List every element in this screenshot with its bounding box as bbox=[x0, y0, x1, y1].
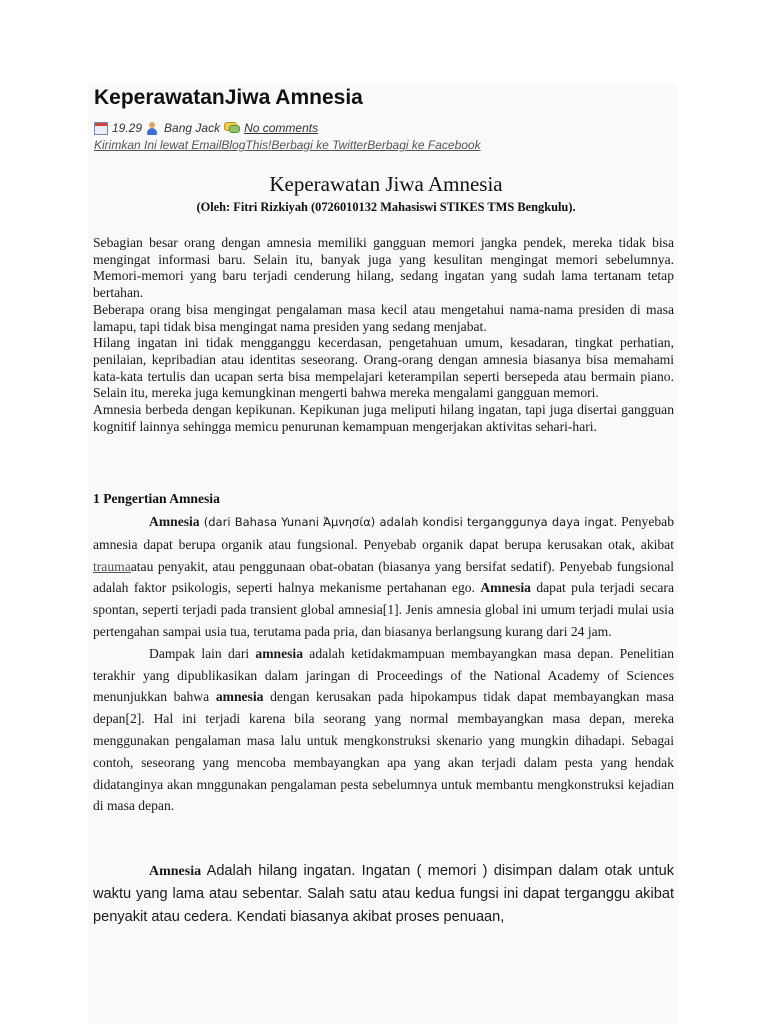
body-paragraph bbox=[93, 511, 674, 643]
text-run: dengan kerusakan pada hipokampus tidak dapat membayangkan masa depan[2]. Hal ini terjadi karena bila seorang yang normal membayangkan masa depan, mereka menggunakan pengalaman masa lalu untuk mengkonstruksi skenario yang mungkin dihadapi. Sebagai contoh, seseorang yang mencoba membayangkan apa yang akan terjadi dalam pesta yang hendak didatanginya akan mnggunakan pengalaman pesta sebelumnya untuk membantu mengkonstruksi kejadian di masa depan. bbox=[93, 689, 674, 814]
text-run: Adalah hilang ingatan. Ingatan ( memori ) disimpan dalam otak untuk waktu yang lama atau sebentar. Salah satu atau kedua fungsi ini dapat terganggu akibat penyakit atau cedera. Kendati biasanya akibat proses penuaan, bbox=[93, 863, 674, 925]
text-run: adalah ketidakmampuan membayangkan masa depan. Penelitian terakhir yang dipublikasikan dalam jaringan di Proceedings of the National Academy of Sciences menunjukkan bahwa bbox=[93, 645, 674, 705]
body-paragraph bbox=[93, 643, 674, 817]
intro-paragraph: Beberapa orang bisa mengingat pengalaman masa kecil atau mengetahui nama-nama presiden di masa lamapu, tapi tidak bisa mengingat nama presiden yang sedang menjabat. bbox=[93, 301, 674, 334]
section-body bbox=[93, 511, 674, 817]
intro-paragraph: Amnesia berbeda dengan kepikunan. Kepikunan juga meliputi hilang ingatan, tapi juga disertai gangguan kognitif lainnya sehingga memicu penurunan kemampuan mengerjakan aktivitas sehari-hari. bbox=[93, 402, 674, 434]
author-icon bbox=[146, 122, 160, 135]
share-links[interactable]: Kirimkan Ini lewat EmailBlogThis!Berbagi ke TwitterBerbagi ke Facebook bbox=[94, 138, 481, 152]
keyword: amnesia bbox=[255, 645, 303, 661]
text-run: Dampak lain dari bbox=[149, 645, 256, 661]
keyword: Amnesia bbox=[480, 580, 531, 596]
intro-paragraph: Hilang ingatan ini tidak mengganggu kecerdasan, pengetahuan umum, kesadaran, tingkat perhatian, penilaian, kepribadian atau identitas seseorang. Orang-orang dengan amnesia biasanya bisa memahami kata-kata tertulis dan ucapan serta bisa mempelajari keterampilan seperti bersepeda atau bermain piano. Selain itu, mereka juga kemungkinan mengerti bahwa mereka mengalami gangguan memori. bbox=[93, 335, 674, 401]
section-heading: 1 Pengertian Amnesia bbox=[93, 491, 220, 506]
text-run: atau penyakit, atau penggunaan obat-obatan (biasanya yang bersifat sedatif). Penyebab fungsional adalah faktor psikologis, seperti halnya mekanisme pertahanan ego. bbox=[93, 558, 674, 596]
text-run: dapat pula terjadi secara spontan, seperti terjadi pada transient global amnesia[1]. Jenis amnesia global ini umum terjadi mulai usia pertengahan sampai usia tua, terutama pada pria, dan biasanya berlangsung kurang dari 24 jam. bbox=[93, 580, 674, 639]
post-title: KeperawatanJiwa Amnesia bbox=[94, 86, 363, 109]
etymology-text: (dari Bahasa Yunani Ἀμνησία) adalah kondisi terganggunya daya ingat. bbox=[199, 515, 618, 529]
amnesia-definition bbox=[93, 860, 674, 928]
keyword: Amnesia bbox=[149, 864, 202, 879]
post-meta bbox=[94, 121, 318, 135]
post-time: 19.29 bbox=[112, 121, 143, 135]
post-author: Bang Jack bbox=[164, 121, 221, 135]
text-run: Penyebab amnesia dapat berupa organik atau fungsional. Penyebab organik dapat berupa kerusakan otak, akibat bbox=[93, 514, 675, 552]
document-byline: (Oleh: Fitri Rizkiyah (0726010132 Mahasiswi STIKES TMS Bengkulu). bbox=[196, 200, 576, 214]
intro-text bbox=[93, 235, 674, 435]
trauma-link[interactable]: trauma bbox=[93, 558, 131, 574]
body-paragraph bbox=[93, 860, 674, 928]
intro-paragraph: Sebagian besar orang dengan amnesia memiliki gangguan memori jangka pendek, mereka tidak bisa mengingat informasi baru. Selain itu, banyak juga yang kesulitan mengingat memori sebelumnya. Memori-memori yang baru terjadi cenderung hilang, sedang ingatan yang sudah lama tertanam tetap bertahan. bbox=[93, 235, 674, 301]
keyword: amnesia bbox=[215, 689, 264, 705]
keyword: Amnesia bbox=[149, 514, 200, 529]
comments-link[interactable]: No comments bbox=[244, 121, 319, 135]
document-title: Keperawatan Jiwa Amnesia bbox=[269, 172, 503, 196]
calendar-icon bbox=[94, 122, 108, 135]
comments-icon bbox=[224, 122, 238, 135]
